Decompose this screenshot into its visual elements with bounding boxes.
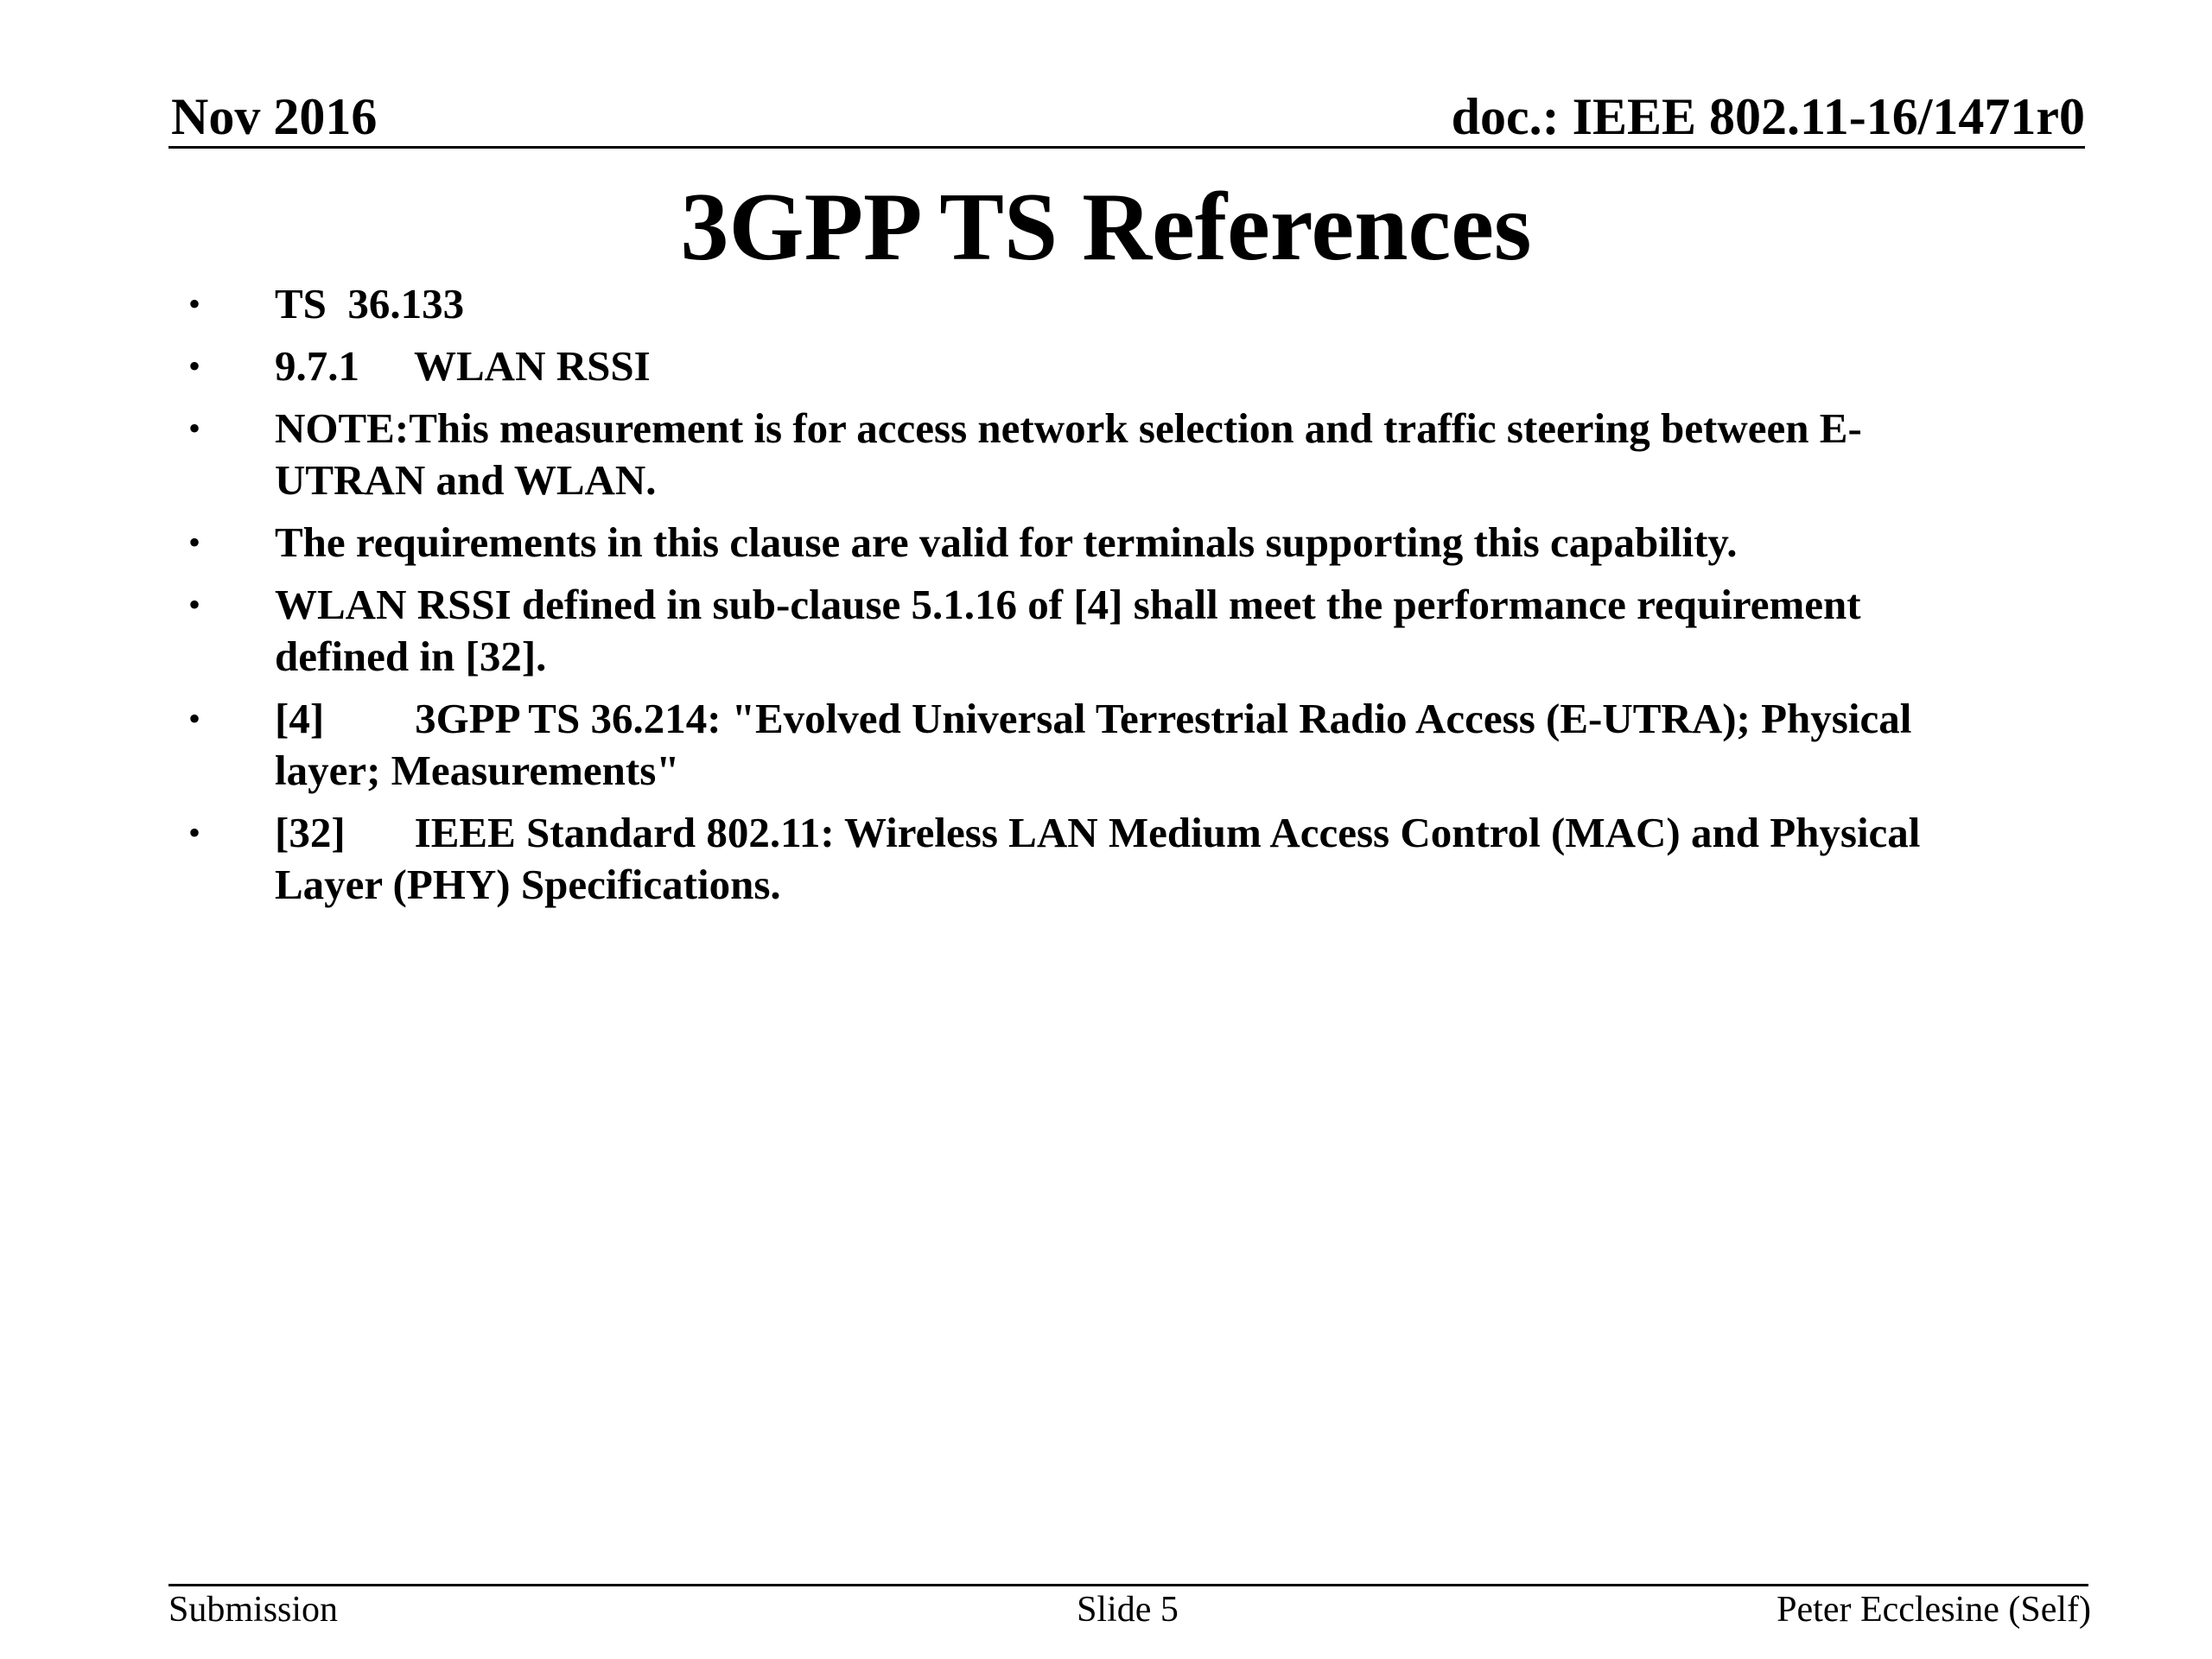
bullet-icon: •: [188, 284, 201, 323]
bullet-item-note: [0, 403, 2003, 506]
bullet-prefix: TS 36.133: [275, 280, 465, 327]
header-date: Nov 2016: [171, 88, 378, 145]
document-id: doc.: IEEE 802.11-16/1471r0: [1451, 88, 2085, 145]
footer-submission: Submission: [168, 1590, 339, 1630]
bullet-text: IEEE Standard 802.11: Wireless LAN Medium Access Control (MAC) and Physical Layer (PHY) Specifications.: [275, 809, 1921, 908]
bullet-prefix: [4]: [275, 695, 325, 742]
bullet-text: WLAN RSSI: [414, 342, 651, 390]
bullet-icon: •: [188, 699, 201, 738]
bullet-icon: •: [188, 585, 201, 624]
bullet-prefix: 9.7.1: [275, 342, 359, 390]
bullet-prefix: [32]: [275, 809, 346, 856]
header-divider: [168, 146, 2085, 149]
footer-divider: [168, 1584, 2088, 1586]
bullet-text: The requirements in this clause are valid for terminals supporting this capability.: [275, 518, 1738, 566]
bullet-icon: •: [188, 813, 201, 852]
bullet-item-reference-32: [0, 807, 2003, 911]
footer-author: Peter Ecclesine (Self): [1777, 1590, 2091, 1630]
bullet-item-wlan-rssi: [0, 340, 2003, 392]
footer-slide-number: Slide 5: [1077, 1590, 1179, 1630]
bullet-item-reference-4: [0, 693, 2003, 797]
bullet-text: This measurement is for access network selection and traffic steering between E-UTRAN and WLAN.: [275, 404, 1862, 504]
bullet-list: [0, 278, 2212, 921]
bullet-item-wlan-rssi-definition: [0, 579, 2003, 683]
bullet-item-ts-36-133: [0, 278, 2003, 330]
bullet-item-requirements: [0, 517, 2003, 569]
bullet-icon: •: [188, 346, 201, 385]
bullet-text: WLAN RSSI defined in sub-clause 5.1.16 of [4] shall meet the performance requirement defined in [32].: [275, 581, 1861, 680]
bullet-icon: •: [188, 523, 201, 562]
bullet-text: 3GPP TS 36.214: "Evolved Universal Terrestrial Radio Access (E-UTRA); Physical layer; Measurements": [275, 695, 1912, 794]
bullet-prefix: NOTE:: [275, 404, 410, 452]
bullet-icon: •: [188, 409, 201, 448]
slide-title: 3GPP TS References: [680, 174, 1532, 281]
